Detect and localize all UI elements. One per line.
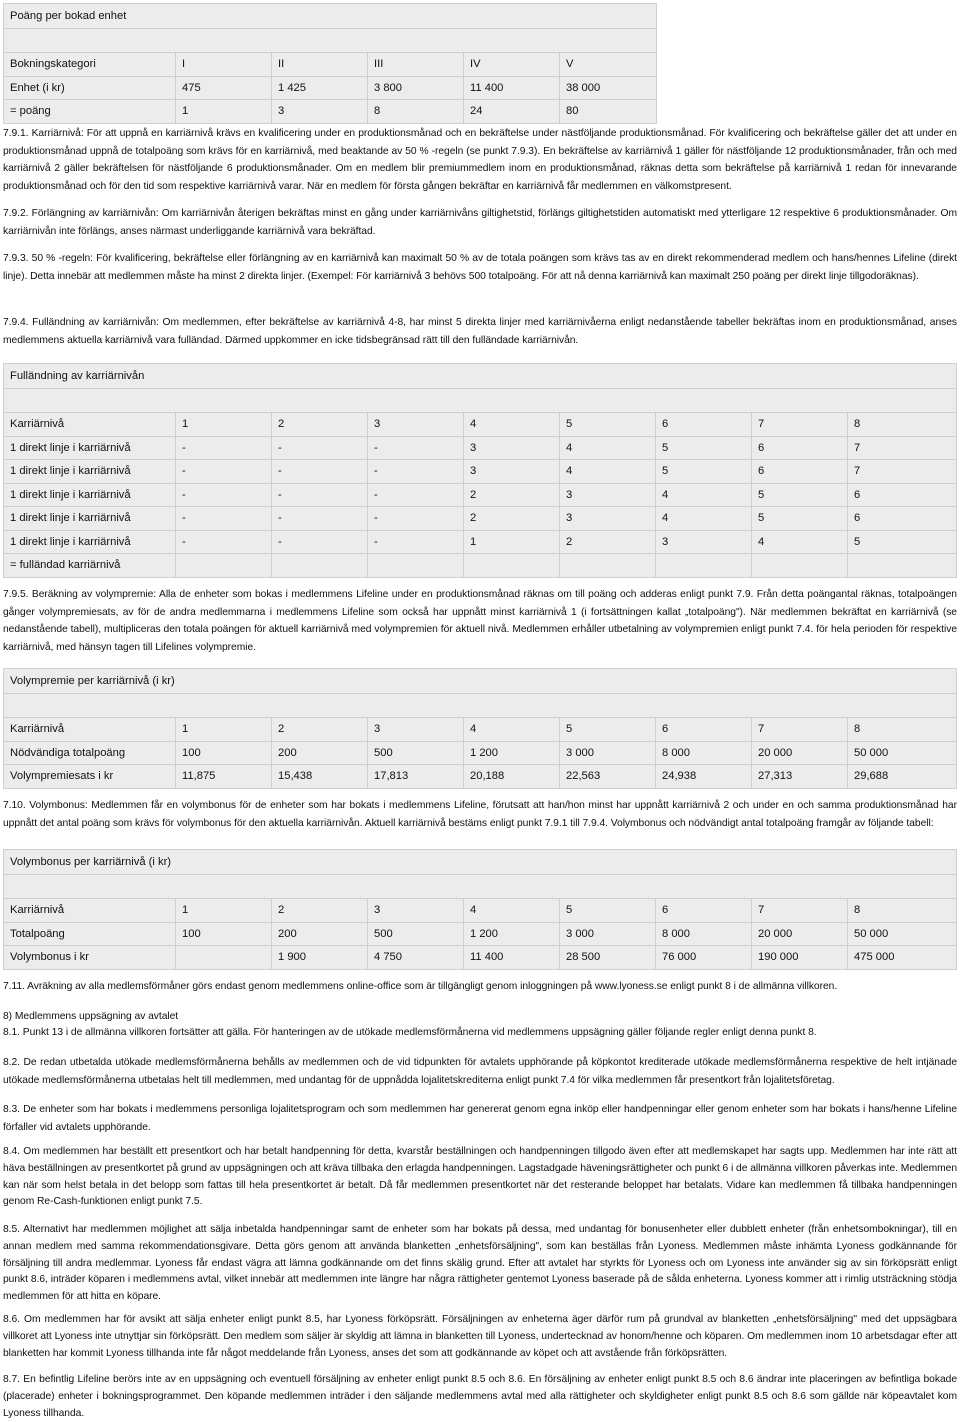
table-spacer [4, 29, 657, 53]
table-cell: 3 [464, 460, 560, 484]
table-cell: 1 direkt linje i karriärnivå [4, 483, 176, 507]
table-cell: 76 000 [656, 946, 752, 970]
table-cell: 8 [848, 413, 957, 437]
table-cell: 8 [848, 899, 957, 923]
table-cell: 3 [368, 899, 464, 923]
table-cell: 1 200 [464, 741, 560, 765]
table-cell: - [368, 507, 464, 531]
paragraph-8-1: 8.1. Punkt 13 i de allmänna villkoren fortsätter att gälla. För hanteringen av de utökade medlemsförmånerna vid medlemmens uppsägning gäller följande regler enligt denna punkt 8. [3, 1027, 817, 1038]
table-cell: 5 [560, 899, 656, 923]
table-row [4, 413, 957, 437]
paragraph-8-5: 8.5. Alternativt har medlemmen möjlighet att sälja inbetalda handpenningar samt de enheter som har bokats på dessa, med undantag för bonusenheter eller dubblett enheter (från enhetsombokningar), till en annan medlem med samma rekommendationsgivare. Detta görs genom att använda blanketten „enhetsförsäljning", som kan beställas från Lyoness. Medlemmen måste inhämta Lyoness godkännande för försäljning till andra medlemmar. Lyoness får endast vägra att lämna godkännande om det finns skälig grund. Efter att avtalet har styrkts för Lyoness och om Lyoness inte använder sig av sin förköpsrätt enligt punkt 8.6, inträder köparen i medlemmens avtal, vilket innebär att medlemmen inte längre har några rättigheter gentemot Lyoness baserade på de sålda enheterna. Lyoness kommer att i rimlig utsträckning stödja medlemmen för att hitta en köpare. [3, 1224, 957, 1303]
table-cell: - [368, 460, 464, 484]
table-cell: 38 000 [560, 76, 657, 100]
table-cell: 3 [368, 413, 464, 437]
table-cell: - [176, 483, 272, 507]
career-completion-table [3, 363, 957, 578]
table-title: Poäng per bokad enhet [4, 4, 657, 29]
table-cell: 1 200 [464, 922, 560, 946]
table-spacer [4, 694, 957, 718]
paragraph-7-9-4: 7.9.4. Fulländning av karriärnivån: Om medlemmen, efter bekräftelse av karriärnivå 4-8, har minst 5 direkta linjer med karriärnivåerna enligt nedanstående tabeller bekräftas inom en produktionsmånad, anses medlemmens aktuella karriärnivå vara fulländad. Därmed uppkommer en icke tidsbegränsad rätt till den fulländade karriärnivån. [3, 317, 957, 346]
table-cell: 6 [752, 436, 848, 460]
table-cell: V [560, 53, 657, 77]
table-cell: 28 500 [560, 946, 656, 970]
paragraph-7-9-5: 7.9.5. Beräkning av volympremie: Alla de enheter som bokas i medlemmens Lifeline under en produktionsmånad räknas om till poäng och adderas enligt punkt 7.9. Från detta poängantal räknas, totalpoängen gånger volympremiesats, av för de andra medlemmarna i medlemmens Lifeline som också har uppnått minst karriärnivå 1 (i fortsättningen kallat „totalpoäng"). När medlemmen bekräftat en karriärnivå (se nedanstående tabell), multipliceras den totala poängen för aktuell karriärnivå med volympremien för aktuell nivå. Medlemmen erhåller utbetalning av volympremien enligt punkt 7.4. för hela perioden för respektive karriärnivå, med hänsyn tagen till Lifelines volympremie. [3, 589, 957, 654]
section-heading-8: 8) Medlemmens uppsägning av avtalet [3, 1011, 179, 1022]
table-cell: 4 [464, 413, 560, 437]
table-cell: 2 [560, 530, 656, 554]
table-cell: 1 direkt linje i karriärnivå [4, 507, 176, 531]
table-cell: 475 000 [848, 946, 957, 970]
table-cell: III [368, 53, 464, 77]
table-row [4, 530, 957, 554]
table-cell: 5 [752, 507, 848, 531]
table-row [4, 483, 957, 507]
table-cell [176, 554, 272, 578]
table-cell: - [368, 483, 464, 507]
table-cell: 8 000 [656, 741, 752, 765]
table-cell: 80 [560, 100, 657, 124]
table-cell: 1 [176, 718, 272, 742]
table-cell: 4 [656, 507, 752, 531]
table-row [4, 460, 957, 484]
table-cell: 3 [560, 507, 656, 531]
table-cell: 4 [752, 530, 848, 554]
table-cell: 2 [272, 413, 368, 437]
table-row [4, 922, 957, 946]
table-cell: 2 [272, 899, 368, 923]
table-cell: Karriärnivå [4, 413, 176, 437]
table-cell: 6 [656, 413, 752, 437]
table-cell: 200 [272, 922, 368, 946]
table-cell: 6 [848, 507, 957, 531]
table-spacer [4, 389, 957, 413]
table-cell: - [272, 530, 368, 554]
volume-premium-table [3, 668, 957, 789]
table-cell: 7 [848, 460, 957, 484]
table-cell: 11 400 [464, 946, 560, 970]
table-cell: 2 [464, 483, 560, 507]
table-cell [752, 554, 848, 578]
table-cell: I [176, 53, 272, 77]
table-cell: 7 [752, 413, 848, 437]
table-cell: 2 [464, 507, 560, 531]
table-cell: 1 direkt linje i karriärnivå [4, 460, 176, 484]
table-cell: IV [464, 53, 560, 77]
table-cell [464, 554, 560, 578]
table-cell: 3 [272, 100, 368, 124]
table-cell [368, 554, 464, 578]
table-cell [848, 554, 957, 578]
table-row [4, 436, 957, 460]
table-cell: - [176, 460, 272, 484]
table-cell: 3 000 [560, 922, 656, 946]
table-cell [560, 554, 656, 578]
table-cell: 1 [176, 899, 272, 923]
volume-bonus-table [3, 849, 957, 970]
table-cell: 7 [848, 436, 957, 460]
table-cell: - [272, 507, 368, 531]
table-cell: 7 [752, 718, 848, 742]
paragraph-7-9-2: 7.9.2. Förlängning av karriärnivån: Om karriärnivån återigen bekräftas minst en gång under karriärnivåns giltighetstid, förlängs giltighetstiden automatiskt med ytterligare 12 respektive 6 produktionsmånader. Om karriärnivån inte förlängs, anses närmast underliggande karriärnivå vara bekräftad. [3, 208, 957, 237]
paragraph-8-3: 8.3. De enheter som har bokats i medlemmens personliga lojalitetsprogram och som medlemmen har genererat genom egna inköp eller handpenningar eller genom enheter som har bokats i hans/henne Lifeline förfaller vid avtalets upphörande. [3, 1104, 957, 1133]
table-cell: 3 [464, 436, 560, 460]
table-cell: 6 [656, 718, 752, 742]
table-cell: = fulländad karriärnivå [4, 554, 176, 578]
table-cell: 100 [176, 741, 272, 765]
points-per-unit-table [3, 3, 657, 124]
table-cell: 17,813 [368, 765, 464, 789]
table-cell: - [272, 483, 368, 507]
table-row [4, 718, 957, 742]
table-row [4, 946, 957, 970]
paragraph-8-2: 8.2. De redan utbetalda utökade medlemsförmånerna behålls av medlemmen och de vid tidpunkten för avtalets upphörande på köpkontot krediterade utökade medlemsförmånerna respektive de helt intjänade utökade medlemsförmånerna utbetalas helt till medlemmen, med undantag för de uppnådda lojalitetskrediterna enligt punkt 7.4 för vilka medlemmen får presentkort från lojalitetsföretag. [3, 1057, 957, 1086]
paragraph-7-9-1: 7.9.1. Karriärnivå: För att uppnå en karriärnivå krävs en kvalificering under en produktionsmånad och en bekräftelse under nästföljande produktionsmånad. För kvalificering och bekräftelse gäller det att under en produktionsmånad uppnå de totalpoäng som krävs för en karriärnivå, med beaktande av 50 % -regeln (se punkt 7.9.3). En bekräftelse av karriärnivå 1 gäller för nästföljande 12 produktionsmånader, från och med karriärnivå 2 gäller bekräftelsen för nästföljande 6 produktionsmånader. Om en medlem blir premiummedlem inom en produktionsmånad, räknas detta som bekräftelse på karriärnivå 1 redan för innevarande produktionsmånad och för den tid som respektive karriärnivå varar. När en medlem för första gången bekräftar en karriärnivå får medlemmen en välkomstpresent. [3, 128, 957, 193]
table-cell: II [272, 53, 368, 77]
table-cell: 5 [656, 460, 752, 484]
table-cell: 15,438 [272, 765, 368, 789]
table-cell: 500 [368, 922, 464, 946]
paragraph-8-4: 8.4. Om medlemmen har beställt ett presentkort och har betalt handpenning för detta, kvarstår beställningen och handpenningen tillgodo även efter att medlemskapet har sagts upp. Medlemmen har inte rätt att häva beställningen av presentkortet på grund av uppsägningen och att kräva tillbaka den erlagda handpenningen. Lagstadgade häveningsrättigheter och punkt 6 i de allmänna villkoren påverkas inte. Medlemmen kan när som helst betala in det belopp som fattas till hela presentkortet är betalt. Då får medlemmen presentkortet när det resterande beloppet har betalats. Vidare kan medlemmen få tillbaka handpenningen genom Re-Cash-funktionen enligt punkt 7.5. [3, 1146, 957, 1208]
table-cell: Nödvändiga totalpoäng [4, 741, 176, 765]
table-title: Fulländning av karriärnivån [4, 364, 957, 389]
table-cell: 20,188 [464, 765, 560, 789]
table-cell: 24 [464, 100, 560, 124]
table-cell: 100 [176, 922, 272, 946]
table-row [4, 100, 657, 124]
table-cell: 190 000 [752, 946, 848, 970]
table-cell: Volymbonus i kr [4, 946, 176, 970]
table-cell: 5 [656, 436, 752, 460]
table-cell [656, 554, 752, 578]
table-cell: 1 425 [272, 76, 368, 100]
table-row [4, 507, 957, 531]
table-cell: 5 [848, 530, 957, 554]
table-row [4, 76, 657, 100]
table-cell: 11 400 [464, 76, 560, 100]
table-cell: 8 [368, 100, 464, 124]
table-cell: 1 900 [272, 946, 368, 970]
paragraph-8-7: 8.7. En befintlig Lifeline berörs inte av en uppsägning och eventuell försäljning av enheter enligt punkt 8.5 och 8.6. En försäljning av enheter enligt punkt 8.5 och 8.6 ändrar inte placeringen av befintliga bokade (placerade) enheter i bokningsprogrammet. Den köpande medlemmen inträder i den säljande medlemmens avtal med alla rättigheter och skyldigheter enligt punkt 8.5 och 8.6 som gällde när köpeavtalet kom Lyoness tillhanda. [3, 1374, 957, 1419]
table-cell: 20 000 [752, 922, 848, 946]
table-cell: 3 800 [368, 76, 464, 100]
table-spacer [4, 875, 957, 899]
table-cell: 3 [656, 530, 752, 554]
table-cell: 5 [752, 483, 848, 507]
table-cell: Bokningskategori [4, 53, 176, 77]
table-cell: 6 [848, 483, 957, 507]
table-cell [176, 946, 272, 970]
table-cell: 4 750 [368, 946, 464, 970]
table-cell: 200 [272, 741, 368, 765]
table-row [4, 554, 957, 578]
paragraph-8-6: 8.6. Om medlemmen har för avsikt att sälja enheter enligt punkt 8.5, har Lyoness förköpsrätt. Försäljningen av enheterna äger därför rum på grundval av blanketten „enhetsförsäljning" med det uppsägbara villkoret att Lyoness inte utnyttjar sin förköpsrätt. Den medlem som säljer är skyldig att lämna in blanketten till Lyoness, undertecknad av honom/henne och köparen. Om medlemmen inom 10 arbetsdagar efter att blanketten har kommit Lyoness tillhanda inte får något meddelande från Lyoness, anses det som att godkännande av köpet och att avstående från förköpsrätten. [3, 1314, 957, 1359]
table-cell: - [176, 507, 272, 531]
table-row [4, 765, 957, 789]
table-cell: Enhet (i kr) [4, 76, 176, 100]
table-cell: 1 direkt linje i karriärnivå [4, 436, 176, 460]
paragraph-7-9-3: 7.9.3. 50 % -regeln: För kvalificering, bekräftelse eller förlängning av en karriärnivå kan maximalt 50 % av de totala poängen som krävs tas av en direkt rekommenderad medlem och hans/hennes Lifeline (direkt linje). Detta innebär att medlemmen måste ha minst 2 direkta linjer. (Exempel: För karriärnivå 3 behövs 500 totalpoäng. För att nå denna karriärnivå kan maximalt 250 poäng per direkt linje tillgodoräknas). [3, 253, 957, 282]
table-cell: 8 [848, 718, 957, 742]
table-cell: 6 [656, 899, 752, 923]
table-cell: 4 [560, 436, 656, 460]
table-cell: 5 [560, 413, 656, 437]
table-cell: 11,875 [176, 765, 272, 789]
table-cell: 24,938 [656, 765, 752, 789]
table-cell: Totalpoäng [4, 922, 176, 946]
table-cell: - [368, 530, 464, 554]
table-cell: 50 000 [848, 922, 957, 946]
table-cell: 3 [560, 483, 656, 507]
table-cell: 7 [752, 899, 848, 923]
table-cell: 3 000 [560, 741, 656, 765]
table-cell: 6 [752, 460, 848, 484]
table-row [4, 899, 957, 923]
table-cell: Volympremiesats i kr [4, 765, 176, 789]
table-cell: 20 000 [752, 741, 848, 765]
table-cell: 4 [464, 899, 560, 923]
table-cell: 8 000 [656, 922, 752, 946]
table-cell: 3 [368, 718, 464, 742]
table-cell: Karriärnivå [4, 718, 176, 742]
table-title: Volympremie per karriärnivå (i kr) [4, 669, 957, 694]
table-cell: - [176, 436, 272, 460]
table-cell [272, 554, 368, 578]
table-cell: Karriärnivå [4, 899, 176, 923]
table-cell: 1 direkt linje i karriärnivå [4, 530, 176, 554]
table-cell: 1 [176, 100, 272, 124]
table-cell: 500 [368, 741, 464, 765]
table-cell: 4 [656, 483, 752, 507]
table-cell: 1 [464, 530, 560, 554]
table-cell: = poäng [4, 100, 176, 124]
table-row [4, 53, 657, 77]
table-title: Volymbonus per karriärnivå (i kr) [4, 850, 957, 875]
table-cell: 29,688 [848, 765, 957, 789]
table-row [4, 741, 957, 765]
table-cell: 5 [560, 718, 656, 742]
paragraph-7-10: 7.10. Volymbonus: Medlemmen får en volymbonus för de enheter som har bokats i medlemmens Lifeline, förutsatt att han/hon minst har uppnått karriärnivå 2 och under en och samma produktionsmånad har uppnått det antal poäng som krävs för volymbonus för den aktuella karriärnivån. Aktuell karriärnivå bestäms enligt punkt 7.9.1 till 7.9.4. Volymbonus och nödvändigt antal totalpoäng framgår av följande tabell: [3, 800, 957, 829]
paragraph-7-11: 7.11. Avräkning av alla medlemsförmåner görs endast genom medlemmens online-office som är tillgängligt genom inloggningen på www.lyoness.se enligt punkt 8 i de allmänna villkoren. [3, 981, 838, 992]
table-cell: 50 000 [848, 741, 957, 765]
table-cell: 22,563 [560, 765, 656, 789]
table-cell: 4 [464, 718, 560, 742]
table-cell: - [368, 436, 464, 460]
table-cell: 475 [176, 76, 272, 100]
table-cell: - [272, 460, 368, 484]
table-cell: 1 [176, 413, 272, 437]
table-cell: 27,313 [752, 765, 848, 789]
table-cell: 2 [272, 718, 368, 742]
table-cell: 4 [560, 460, 656, 484]
table-cell: - [176, 530, 272, 554]
table-cell: - [272, 436, 368, 460]
